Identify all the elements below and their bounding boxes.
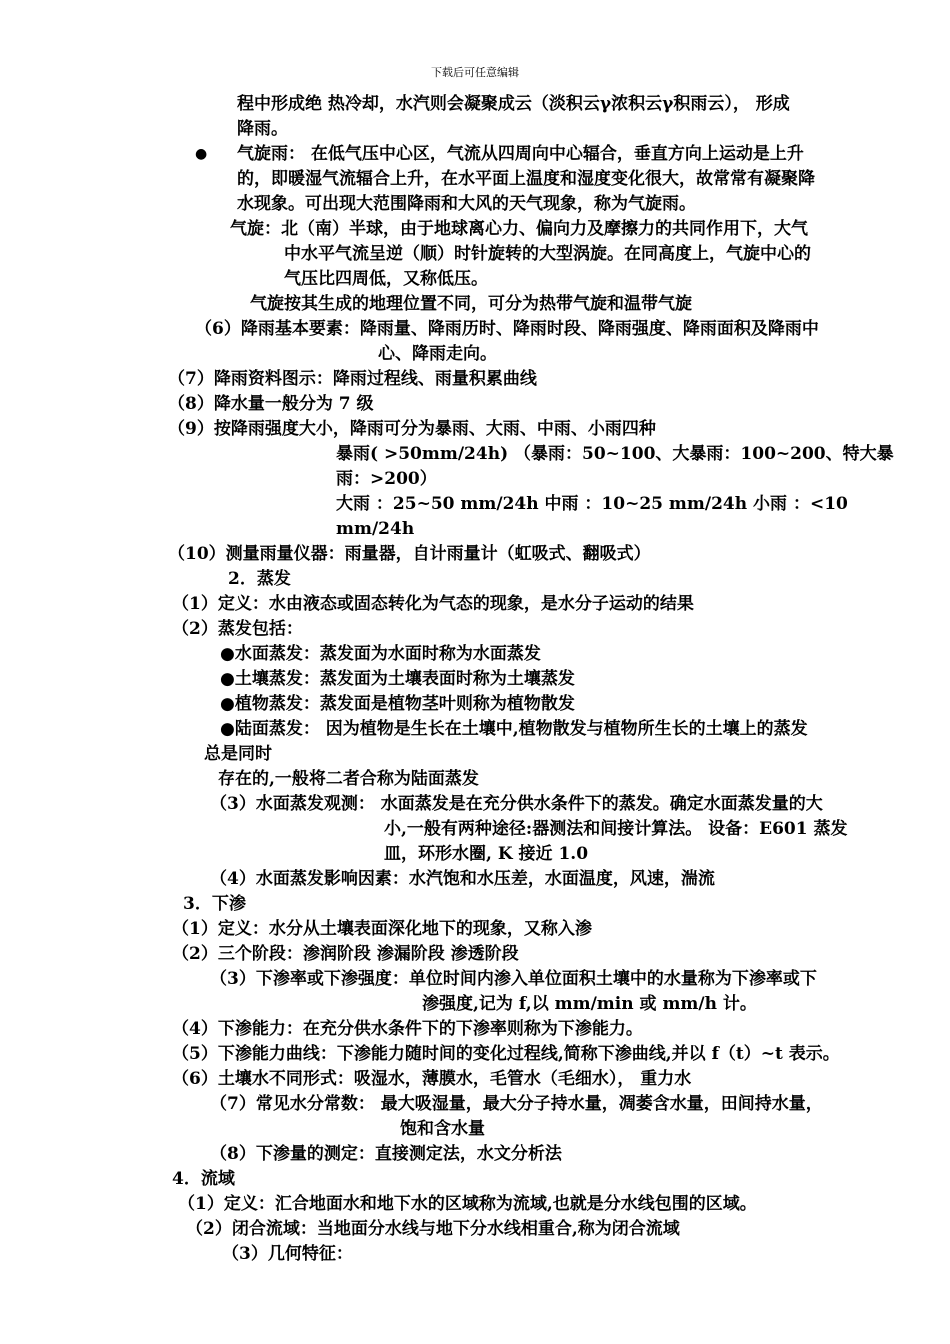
text-line: （4）水面蒸发影响因素：水汽饱和水压差，水面温度，风速，湍流 xyxy=(210,869,715,889)
text-line: （2）三个阶段：渗润阶段 渗漏阶段 渗透阶段 xyxy=(172,944,519,964)
text-line: 大雨 ：25~50 mm/24h 中雨 ：10~25 mm/24h 小雨 ：<10 xyxy=(336,494,848,514)
text-line: 降雨。 xyxy=(237,119,288,139)
section-heading: 4．流域 xyxy=(172,1169,235,1189)
text-line: （6）降雨基本要素：降雨量、降雨历时、降雨时段、降雨强度、降雨面积及降雨中 xyxy=(195,319,819,339)
text-line: （7）降雨资料图示：降雨过程线、雨量积累曲线 xyxy=(168,369,537,389)
list-item: ●植物蒸发：蒸发面是植物茎叶则称为植物散发 xyxy=(220,694,575,714)
list-item: ●陆面蒸发： 因为植物是生长在土壤中,植物散发与植物所生长的土壤上的蒸发 xyxy=(220,719,808,739)
text-line: 气压比四周低，又称低压。 xyxy=(284,269,488,289)
text-line: 皿，环形水圈, K 接近 1.0 xyxy=(384,844,589,864)
text-line: 总是同时 xyxy=(204,744,272,764)
text-line: 存在的,一般将二者合称为陆面蒸发 xyxy=(218,769,479,789)
text-line: 心、降雨走向。 xyxy=(378,344,497,364)
text-line: （8）降水量一般分为 7 级 xyxy=(168,394,374,414)
text-line: 气旋：北（南）半球，由于地球离心力、偏向力及摩擦力的共同作用下，大气 xyxy=(230,219,808,239)
text-line: 雨：>200） xyxy=(336,469,437,489)
text-line: 小,一般有两种途径:器测法和间接计算法。 设备：E601 蒸发 xyxy=(384,819,848,839)
text-line: （3）下渗率或下渗强度：单位时间内渗入单位面积土壤中的水量称为下渗率或下 xyxy=(210,969,817,989)
text-line: 气旋雨： 在低气压中心区，气流从四周向中心辐合，垂直方向上运动是上升 xyxy=(237,144,804,164)
text-line: 水现象。可出现大范围降雨和大风的天气现象，称为气旋雨。 xyxy=(237,194,696,214)
bullet-icon: ● xyxy=(195,146,208,162)
text-line: 气旋按其生成的地理位置不同，可分为热带气旋和温带气旋 xyxy=(250,294,692,314)
text-line: （7）常见水分常数： 最大吸湿量，最大分子持水量，凋萎含水量，田间持水量， xyxy=(210,1094,823,1114)
text-line: mm/24h xyxy=(336,519,415,539)
text-line: （3）水面蒸发观测： 水面蒸发是在充分供水条件下的蒸发。确定水面蒸发量的大 xyxy=(210,794,823,814)
section-heading: 3．下渗 xyxy=(183,894,246,914)
text-line: 中水平气流呈逆（顺）时针旋转的大型涡旋。在同高度上，气旋中心的 xyxy=(284,244,811,264)
text-line: 渗强度,记为 f,以 mm/min 或 mm/h 计。 xyxy=(422,994,757,1014)
text-line: （5）下渗能力曲线：下渗能力随时间的变化过程线,简称下渗曲线,并以 f（t）~t 表示。 xyxy=(172,1044,840,1064)
text-line: （2）蒸发包括： xyxy=(172,619,303,639)
text-line: （1）定义：水分从土壤表面深化地下的现象，又称入渗 xyxy=(172,919,592,939)
text-line: （4）下渗能力：在充分供水条件下的下渗率则称为下渗能力。 xyxy=(172,1019,643,1039)
text-line: （10）测量雨量仪器：雨量器，自计雨量计（虹吸式、翻吸式） xyxy=(168,544,651,564)
text-line: 饱和含水量 xyxy=(400,1119,485,1139)
text-line: （8）下渗量的测定：直接测定法，水文分析法 xyxy=(210,1144,562,1164)
text-line: 程中形成绝 热冷却，水汽则会凝聚成云（淡积云γ浓积云γ积雨云）， 形成 xyxy=(237,94,790,114)
text-line: 暴雨( >50mm/24h) （暴雨：50~100、大暴雨：100~200、特大暴 xyxy=(336,444,894,464)
section-heading: 2．蒸发 xyxy=(228,569,291,589)
text-line: （2）闭合流域：当地面分水线与地下分水线相重合,称为闭合流域 xyxy=(186,1219,680,1239)
list-item: ●水面蒸发：蒸发面为水面时称为水面蒸发 xyxy=(220,644,541,664)
text-line: （1）定义：汇合地面水和地下水的区域称为流域,也就是分水线包围的区域。 xyxy=(178,1194,757,1214)
page-header: 下载后可任意编辑 xyxy=(431,66,519,79)
text-line: 的，即暖湿气流辐合上升，在水平面上温度和湿度变化很大，故常常有凝聚降 xyxy=(237,169,815,189)
list-item: ●土壤蒸发：蒸发面为土壤表面时称为土壤蒸发 xyxy=(220,669,575,689)
text-line: （9）按降雨强度大小，降雨可分为暴雨、大雨、中雨、小雨四种 xyxy=(168,419,656,439)
text-line: （6）土壤水不同形式：吸湿水，薄膜水，毛管水（毛细水）， 重力水 xyxy=(172,1069,692,1089)
text-line: （3）几何特征： xyxy=(222,1244,353,1264)
text-line: （1）定义：水由液态或固态转化为气态的现象，是水分子运动的结果 xyxy=(172,594,694,614)
